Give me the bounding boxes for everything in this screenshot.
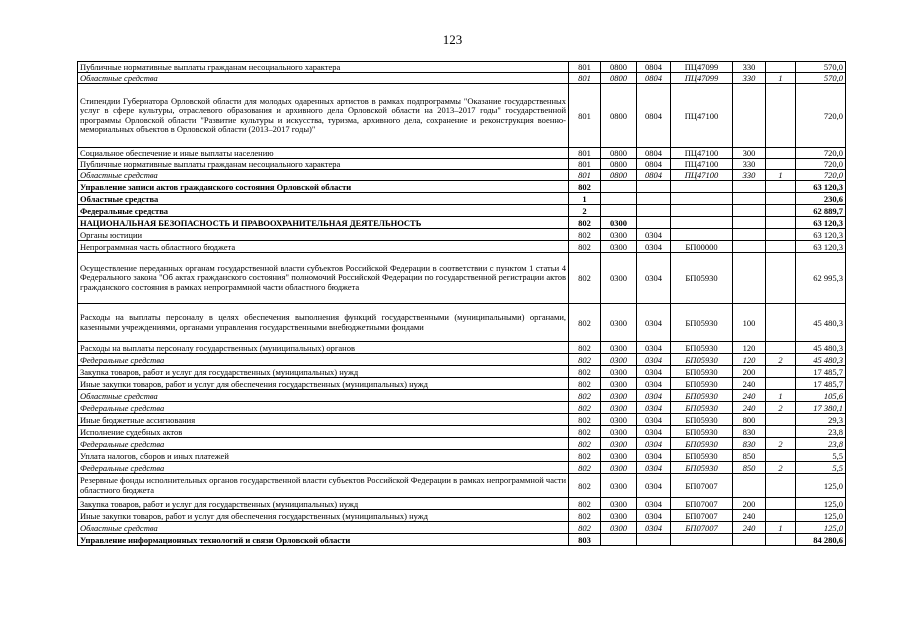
cell-expense-type: 240 [733,510,766,522]
cell-name: Расходы на выплаты персоналу в целях обеспечения выполнения функций государственными (муниципальными) органами, казенными учреждениями, органами управления государственными внебюджетными фондами [78,304,569,342]
table-row [78,84,846,148]
cell-subsection: 0804 [637,73,671,84]
cell-target-article [671,205,733,217]
cell-amount: 29,3 [796,414,846,426]
cell-section [601,534,637,546]
cell-amount: 45 480,3 [796,304,846,342]
cell-target-article [671,181,733,193]
table-row [78,510,846,522]
cell-ministry: 802 [569,241,601,253]
cell-name: Управление записи актов гражданского состояния Орловской области [78,181,569,193]
cell-name: Закупка товаров, работ и услуг для государственных (муниципальных) нужд [78,366,569,378]
cell-subsection: 0304 [637,402,671,414]
cell-target-article: БП07007 [671,510,733,522]
cell-subsection: 0304 [637,522,671,534]
table-row [78,170,846,181]
cell-section: 0300 [601,450,637,462]
cell-amount: 125,0 [796,510,846,522]
cell-ministry: 802 [569,474,601,498]
cell-ministry: 1 [569,193,601,205]
cell-expense-type: 240 [733,402,766,414]
table-row [78,522,846,534]
cell-target-article: БП05930 [671,342,733,354]
cell-funding-source [766,241,796,253]
cell-ministry: 802 [569,498,601,510]
cell-funding-source [766,510,796,522]
table-row [78,148,846,159]
table-row [78,304,846,342]
cell-name: Уплата налогов, сборов и иных платежей [78,450,569,462]
cell-amount: 720,0 [796,170,846,181]
cell-amount: 720,0 [796,159,846,170]
cell-target-article: ПЦ47100 [671,159,733,170]
cell-ministry: 801 [569,170,601,181]
cell-funding-source [766,414,796,426]
cell-expense-type [733,534,766,546]
table-row [78,253,846,304]
cell-funding-source [766,426,796,438]
cell-expense-type [733,241,766,253]
cell-ministry: 801 [569,148,601,159]
cell-target-article: БП05930 [671,438,733,450]
cell-expense-type [733,181,766,193]
cell-subsection: 0304 [637,354,671,366]
cell-ministry: 802 [569,253,601,304]
cell-subsection [637,205,671,217]
cell-target-article: БП05930 [671,450,733,462]
cell-funding-source [766,534,796,546]
cell-expense-type: 330 [733,73,766,84]
cell-subsection [637,193,671,205]
cell-expense-type: 200 [733,498,766,510]
cell-expense-type: 120 [733,342,766,354]
cell-subsection: 0304 [637,450,671,462]
cell-funding-source [766,450,796,462]
table-row [78,73,846,84]
cell-name: Иные закупки товаров, работ и услуг для обеспечения государственных (муниципальных) нужд [78,510,569,522]
table-row [78,378,846,390]
cell-target-article: БП05930 [671,304,733,342]
cell-ministry: 802 [569,462,601,474]
cell-funding-source [766,193,796,205]
cell-ministry: 802 [569,217,601,229]
cell-name: Федеральные средства [78,205,569,217]
cell-expense-type: 830 [733,426,766,438]
cell-funding-source [766,181,796,193]
cell-amount: 125,0 [796,522,846,534]
cell-funding-source [766,217,796,229]
cell-target-article: БП07007 [671,498,733,510]
cell-ministry: 802 [569,438,601,450]
cell-target-article [671,534,733,546]
cell-funding-source [766,378,796,390]
cell-target-article: БП05930 [671,354,733,366]
cell-subsection [637,181,671,193]
table-row [78,426,846,438]
cell-expense-type: 240 [733,390,766,402]
cell-amount: 125,0 [796,474,846,498]
cell-name: Иные закупки товаров, работ и услуг для обеспечения государственных (муниципальных) нужд [78,378,569,390]
cell-expense-type: 830 [733,438,766,450]
cell-subsection: 0304 [637,342,671,354]
cell-amount: 23,8 [796,438,846,450]
cell-section: 0800 [601,84,637,148]
cell-amount: 63 120,3 [796,181,846,193]
cell-subsection: 0304 [637,414,671,426]
cell-name: Органы юстиции [78,229,569,241]
cell-ministry: 802 [569,304,601,342]
cell-target-article: БП05930 [671,390,733,402]
cell-subsection: 0304 [637,304,671,342]
cell-target-article: БП05930 [671,426,733,438]
cell-expense-type: 800 [733,414,766,426]
cell-section [601,193,637,205]
cell-funding-source [766,148,796,159]
cell-name: Федеральные средства [78,354,569,366]
cell-target-article: БП07007 [671,474,733,498]
cell-ministry: 801 [569,159,601,170]
table-row [78,205,846,217]
cell-expense-type: 100 [733,304,766,342]
cell-target-article: БП05930 [671,414,733,426]
cell-name: Областные средства [78,390,569,402]
table-row [78,438,846,450]
cell-target-article: ПЦ47100 [671,84,733,148]
cell-section [601,181,637,193]
cell-ministry: 802 [569,342,601,354]
cell-subsection: 0304 [637,510,671,522]
table-row [78,498,846,510]
cell-amount: 720,0 [796,148,846,159]
cell-amount: 570,0 [796,62,846,73]
cell-amount: 5,5 [796,450,846,462]
table-row [78,62,846,73]
cell-name: Социальное обеспечение и иные выплаты населению [78,148,569,159]
cell-subsection: 0304 [637,498,671,510]
cell-ministry: 802 [569,390,601,402]
cell-target-article: ПЦ47099 [671,62,733,73]
cell-target-article: БП05930 [671,462,733,474]
cell-section: 0300 [601,253,637,304]
cell-funding-source [766,253,796,304]
cell-subsection: 0304 [637,366,671,378]
table-row [78,342,846,354]
cell-section: 0300 [601,354,637,366]
cell-section: 0300 [601,510,637,522]
cell-amount: 84 280,6 [796,534,846,546]
cell-funding-source: 2 [766,438,796,450]
table-row [78,159,846,170]
cell-expense-type: 330 [733,159,766,170]
cell-subsection [637,534,671,546]
cell-section: 0300 [601,498,637,510]
cell-target-article: ПЦ47100 [671,170,733,181]
cell-section: 0800 [601,148,637,159]
cell-target-article: БП07007 [671,522,733,534]
table-row [78,402,846,414]
cell-amount: 125,0 [796,498,846,510]
cell-target-article [671,193,733,205]
cell-expense-type [733,229,766,241]
cell-ministry: 802 [569,450,601,462]
cell-name: Публичные нормативные выплаты гражданам несоциального характера [78,62,569,73]
cell-expense-type: 330 [733,170,766,181]
cell-name: Исполнение судебных актов [78,426,569,438]
cell-expense-type: 330 [733,62,766,73]
cell-funding-source: 2 [766,462,796,474]
cell-amount: 23,8 [796,426,846,438]
cell-ministry: 802 [569,522,601,534]
cell-target-article: БП05930 [671,402,733,414]
cell-subsection: 0804 [637,62,671,73]
cell-section: 0300 [601,426,637,438]
table-row [78,229,846,241]
cell-name: НАЦИОНАЛЬНАЯ БЕЗОПАСНОСТЬ И ПРАВООХРАНИТЕЛЬНАЯ ДЕЯТЕЛЬНОСТЬ [78,217,569,229]
cell-expense-type [733,474,766,498]
cell-amount: 62 889,7 [796,205,846,217]
cell-funding-source: 2 [766,402,796,414]
cell-subsection: 0304 [637,390,671,402]
cell-expense-type: 850 [733,450,766,462]
cell-ministry: 802 [569,426,601,438]
cell-ministry: 802 [569,414,601,426]
cell-section: 0800 [601,73,637,84]
cell-subsection: 0804 [637,170,671,181]
cell-ministry: 802 [569,402,601,414]
cell-section: 0800 [601,62,637,73]
cell-target-article: БП05930 [671,378,733,390]
cell-expense-type [733,193,766,205]
cell-section [601,205,637,217]
cell-section: 0300 [601,522,637,534]
cell-section: 0300 [601,342,637,354]
table-row [78,354,846,366]
cell-ministry: 802 [569,366,601,378]
cell-amount: 63 120,3 [796,217,846,229]
cell-section: 0300 [601,378,637,390]
cell-subsection: 0804 [637,148,671,159]
cell-subsection: 0304 [637,462,671,474]
cell-name: Областные средства [78,73,569,84]
cell-subsection [637,217,671,229]
cell-name: Закупка товаров, работ и услуг для государственных (муниципальных) нужд [78,498,569,510]
table-row [78,193,846,205]
cell-amount: 17 485,7 [796,378,846,390]
cell-amount: 105,6 [796,390,846,402]
cell-ministry: 802 [569,354,601,366]
cell-subsection: 0304 [637,253,671,304]
cell-section: 0300 [601,241,637,253]
cell-name: Непрограммная часть областного бюджета [78,241,569,253]
budget-table-body [78,62,846,546]
cell-funding-source [766,498,796,510]
cell-ministry: 801 [569,62,601,73]
table-row [78,462,846,474]
cell-expense-type: 240 [733,522,766,534]
cell-subsection: 0304 [637,229,671,241]
table-row [78,390,846,402]
cell-target-article [671,217,733,229]
cell-expense-type: 200 [733,366,766,378]
cell-subsection: 0304 [637,438,671,450]
cell-name: Федеральные средства [78,462,569,474]
cell-subsection: 0304 [637,426,671,438]
cell-name: Областные средства [78,193,569,205]
cell-name: Осуществление переданных органам государственной власти субъектов Российской Федерации в соответствии с пунктом 1 статьи 4 Федерального закона "Об актах гражданского состояния" полномочий Российской Федерации по государственной регистрации актов гражданского состояния в рамках непрограммной части областного бюджета [78,253,569,304]
cell-amount: 62 995,3 [796,253,846,304]
cell-subsection: 0804 [637,84,671,148]
cell-funding-source [766,342,796,354]
table-row [78,181,846,193]
budget-table [77,61,846,546]
cell-expense-type [733,205,766,217]
cell-funding-source [766,304,796,342]
page-number: 123 [442,32,463,47]
cell-target-article: БП05930 [671,253,733,304]
cell-ministry: 801 [569,84,601,148]
cell-funding-source: 2 [766,354,796,366]
cell-section: 0300 [601,474,637,498]
cell-amount: 17 380,1 [796,402,846,414]
cell-amount: 45 480,3 [796,342,846,354]
cell-expense-type: 300 [733,148,766,159]
cell-subsection: 0304 [637,378,671,390]
cell-name: Областные средства [78,170,569,181]
cell-ministry: 803 [569,534,601,546]
cell-target-article: БП00000 [671,241,733,253]
cell-amount: 63 120,3 [796,229,846,241]
cell-ministry: 801 [569,73,601,84]
table-row [78,474,846,498]
cell-name: Иные бюджетные ассигнования [78,414,569,426]
cell-amount: 230,6 [796,193,846,205]
cell-funding-source: 1 [766,170,796,181]
cell-section: 0300 [601,402,637,414]
cell-target-article [671,229,733,241]
cell-expense-type [733,84,766,148]
cell-section: 0300 [601,438,637,450]
cell-funding-source [766,474,796,498]
cell-section: 0300 [601,217,637,229]
cell-section: 0300 [601,366,637,378]
table-row [78,366,846,378]
cell-amount: 63 120,3 [796,241,846,253]
cell-funding-source: 1 [766,522,796,534]
cell-name: Расходы на выплаты персоналу государственных (муниципальных) органов [78,342,569,354]
cell-funding-source [766,229,796,241]
cell-ministry: 802 [569,510,601,522]
cell-subsection: 0804 [637,159,671,170]
cell-funding-source [766,366,796,378]
cell-section: 0300 [601,229,637,241]
cell-expense-type: 850 [733,462,766,474]
cell-amount: 45 480,3 [796,354,846,366]
cell-section: 0800 [601,170,637,181]
cell-funding-source [766,159,796,170]
cell-amount: 720,0 [796,84,846,148]
cell-name: Федеральные средства [78,438,569,450]
table-row [78,241,846,253]
cell-expense-type: 120 [733,354,766,366]
table-row [78,217,846,229]
cell-funding-source [766,205,796,217]
cell-section: 0300 [601,462,637,474]
cell-section: 0300 [601,414,637,426]
table-row [78,414,846,426]
cell-ministry: 802 [569,378,601,390]
cell-section: 0300 [601,304,637,342]
cell-ministry: 2 [569,205,601,217]
cell-name: Публичные нормативные выплаты гражданам несоциального характера [78,159,569,170]
cell-section: 0300 [601,390,637,402]
cell-expense-type [733,253,766,304]
cell-name: Федеральные средства [78,402,569,414]
cell-amount: 17 485,7 [796,366,846,378]
cell-target-article: БП05930 [671,366,733,378]
cell-name: Управление информационных технологий и связи Орловской области [78,534,569,546]
cell-target-article: ПЦ47099 [671,73,733,84]
cell-funding-source: 1 [766,390,796,402]
cell-name: Резервные фонды исполнительных органов государственной власти субъектов Российской Федерации в рамках непрограммной части областного бюджета [78,474,569,498]
cell-name: Стипендии Губернатора Орловской области для молодых одаренных артистов в рамках подпрограммы "Оказание государственных услуг в сфере культуры, отраслевого образования и архивного дела Орловской области на 2013–2017 годы" государственной программы Орловской области "Развитие культуры и искусства, туризма, архивного дела, сохранение и реконструкция военно-мемориальных объектов в Орловской области (2013–2017 годы)" [78,84,569,148]
cell-funding-source: 1 [766,73,796,84]
cell-funding-source [766,62,796,73]
table-row [78,450,846,462]
cell-target-article: ПЦ47100 [671,148,733,159]
cell-amount: 570,0 [796,73,846,84]
cell-ministry: 802 [569,181,601,193]
cell-funding-source [766,84,796,148]
cell-ministry: 802 [569,229,601,241]
cell-subsection: 0304 [637,474,671,498]
cell-expense-type: 240 [733,378,766,390]
cell-amount: 5,5 [796,462,846,474]
cell-expense-type [733,217,766,229]
cell-subsection: 0304 [637,241,671,253]
cell-name: Областные средства [78,522,569,534]
cell-section: 0800 [601,159,637,170]
table-row [78,534,846,546]
